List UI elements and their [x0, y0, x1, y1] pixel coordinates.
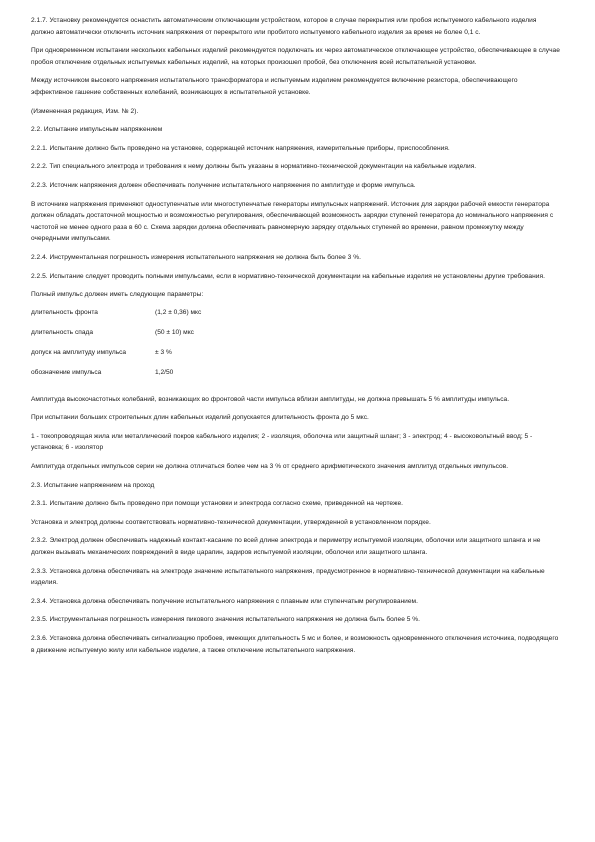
figure-legend: 1 - токопроводящая жила или металлический покров кабельного изделия; 2 - изоляция, оболочка или защитный шланг; 3 - электрод; 4 - высоковольтный ввод; 5 - установка; 6 - изолятор — [31, 432, 533, 452]
paragraph-long-lengths: При испытании больших строительных длин кабельных изделий допускается длительность фронта до 5 мкс. — [31, 414, 369, 422]
paragraph-impulse-params-intro: Полный импульс должен иметь следующие параметры: — [31, 291, 204, 299]
paragraph-multiple-test: При одновременном испытании нескольких кабельных изделий рекомендуется подключать их через автоматическое отключающее устройство, обеспечивающее в случае пробоя отключение отдельных испытуемых кабельных изделий, на которых произошел пробой, без отключения всей испытательной установки. — [31, 47, 560, 66]
paragraph-2-2-3: 2.2.3. Источник напряжения должен обеспечивать получение испытательного напряжения по амплитуде и форме импульса. — [31, 181, 416, 189]
paragraph-installation-docs: Установка и электрод должны соответствовать нормативно-технической документации, утвержденной в установленном порядке. — [31, 518, 431, 526]
param-name: обозначение импульса — [31, 368, 102, 376]
paragraph-2-3-2: 2.3.2. Электрод должен обеспечивать надежный контакт-касание по всей длине электрода и периметру испытуемой изоляции, оболочки или защитного шланга и не должен вызывать механических повреждений в виде царапин, задиров испытуемой изоляции, оболочки или защитного шланга. — [31, 537, 541, 557]
impulse-parameters-table — [31, 307, 561, 387]
document-page — [31, 15, 561, 663]
paragraph-2-3-5: 2.3.5. Инструментальная погрешность измерения пикового значения испытательного напряжения не должна быть более 5 %. — [31, 616, 421, 624]
paragraph-2-3-6: 2.3.6. Установка должна обеспечивать сигнализацию пробоев, имеющих длительность 5 мс и более, и возможность одновременного отключения источника, подводящего в движение испытуемую жилу или кабельное изделие, а также отключение испытательного напряжения. — [31, 635, 559, 654]
section-heading-2-3: 2.3. Испытание напряжением на проход — [31, 481, 155, 489]
param-value: ± 3 % — [155, 348, 172, 356]
param-row — [31, 367, 561, 387]
paragraph-resistor: Между источником высокого напряжения испытательного трансформатора и испытуемым изделием рекомендуется включение резистора, обеспечивающего эффективное гашение собственных колебаний, возникающих в испытательной установке. — [31, 77, 518, 96]
paragraph-hf-oscillations: Амплитуда высокочастотных колебаний, возникающих во фронтовой части импульса вблизи амплитуды, не должна превышать 5 % амплитуды импульса. — [31, 395, 510, 403]
param-value: (50 ± 10) мкс — [155, 328, 194, 336]
param-row — [31, 327, 561, 347]
paragraph-2-3-1: 2.3.1. Испытание должно быть проведено при помощи установки и электрода согласно схеме, приведенной на чертеже. — [31, 500, 404, 508]
section-heading-2-2: 2.2. Испытание импульсным напряжением — [31, 126, 163, 134]
paragraph-2-2-4: 2.2.4. Инструментальная погрешность измерения испытательного напряжения не должна быть более 3 %. — [31, 253, 361, 261]
param-value: (1,2 ± 0,36) мкс — [155, 308, 202, 316]
paragraph-2-3-4: 2.3.4. Установка должна обеспечивать получение испытательного напряжения с плавным или ступенчатым регулированием. — [31, 597, 418, 605]
param-row — [31, 347, 561, 367]
param-name: допуск на амплитуду импульса — [31, 348, 127, 356]
paragraph-generators: В источнике напряжения применяют одноступенчатые или многоступенчатые генераторы импульсных напряжений. Источник для зарядки рабочей емкости генератора должен обладать достаточной мощностью и возможностью регулирования, обеспечивающей возможность зарядки ступеней генератора до номинального напряжения с частотой не менее одного раза в 60 с. Схема зарядки должна обеспечивать равномерную зарядку отдельных ступеней во времени, равном промежутку между очередными импульсами. — [31, 200, 554, 243]
paragraph-2-2-5: 2.2.5. Испытание следует проводить полными импульсами, если в нормативно-технической документации на кабельные изделия не установлены другие требования. — [31, 272, 545, 280]
param-name: длительность фронта — [31, 308, 98, 316]
paragraph-2-2-1: 2.2.1. Испытание должно быть проведено на установке, содержащей источник напряжения, измерительные приборы, приспособления. — [31, 144, 450, 152]
paragraph-2-1-7: 2.1.7. Установку рекомендуется оснастить автоматическим отключающим устройством, которое в случае перекрытия или пробоя испытуемого кабельного изделия должно автоматически отключить источник напряжения от перекрытого или пробитого испытуемого кабельного изделия за время не более 0,1 с. — [31, 17, 537, 36]
param-name: длительность спада — [31, 328, 93, 336]
param-row — [31, 307, 561, 327]
paragraph-2-2-2: 2.2.2. Тип специального электрода и требования к нему должны быть указаны в нормативно-технической документации на кабельные изделия. — [31, 163, 477, 171]
amendment-note: (Измененная редакция, Изм. № 2). — [31, 107, 139, 115]
paragraph-2-3-3: 2.3.3. Установка должна обеспечивать на электроде значение испытательного напряжения, предусмотренное в нормативно-технической документации на кабельные изделия. — [31, 567, 545, 587]
param-value: 1,2/50 — [155, 368, 174, 376]
paragraph-series-amplitude: Амплитуда отдельных импульсов серии не должна отличаться более чем на 3 % от среднего арифметического значения амплитуд отдельных импульсов. — [31, 463, 509, 471]
